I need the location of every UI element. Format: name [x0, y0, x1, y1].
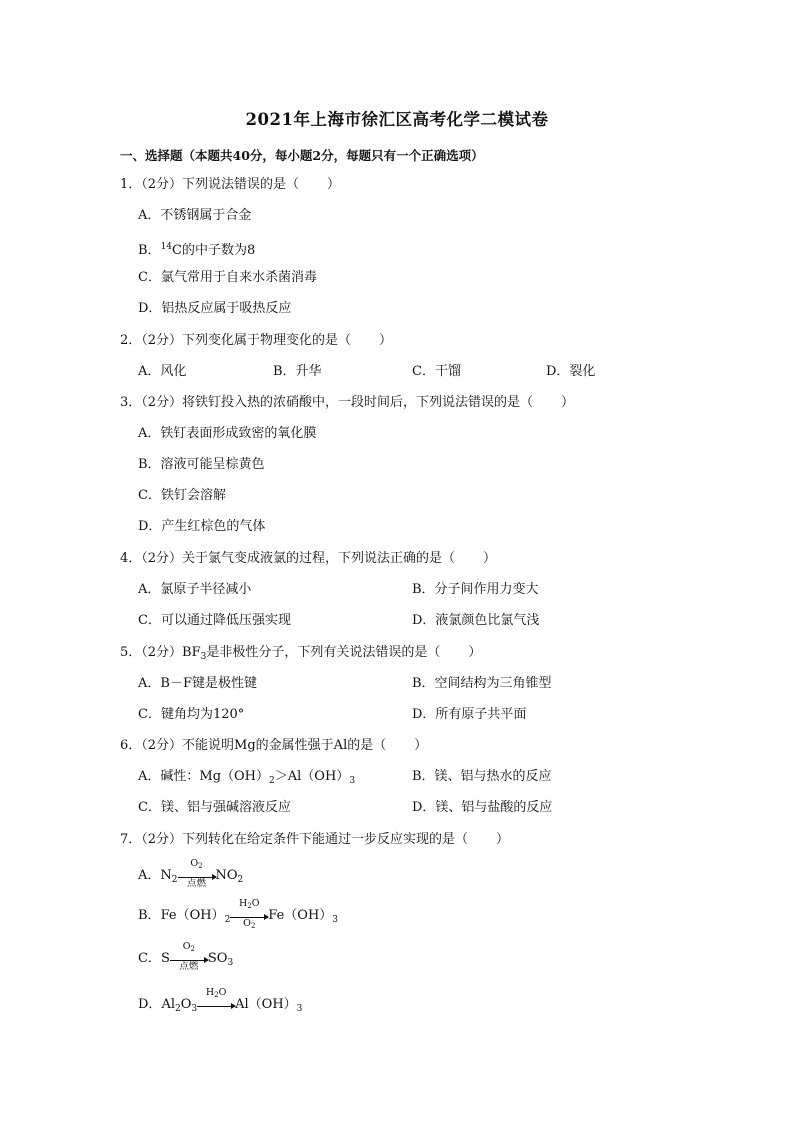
exam-title: 2021年上海市徐汇区高考化学二模试卷 — [245, 110, 549, 129]
q3-option-c: C．铁钉会溶解 — [138, 488, 226, 503]
q4-option-c: C．可以通过降低压强实现 — [138, 613, 291, 628]
q6-option-a: A．碱性：$Mg(OH)_2>Al(OH)_3$ — [138, 769, 356, 786]
q6-option-d: D．镁、铝与盐酸的反应 — [412, 800, 553, 815]
reaction-arrow: $O_2$ 点燃 — [170, 950, 208, 968]
q5-option-c: C．键角均为120° — [138, 707, 245, 722]
reaction-arrow: $\frac{H_2O}{O_2}$ — [230, 907, 268, 925]
q2-option-a: A．风化 — [138, 364, 187, 379]
question-2-stem: 2．（2分）下列变化属于物理变化的是（ ） — [120, 333, 393, 348]
q3-option-b: B．溶液可能呈棕黄色 — [138, 457, 265, 472]
q4-option-b: B．分子间作用力变大 — [412, 582, 539, 597]
question-4-stem: 4．（2分）关于氯气变成液氯的过程，下列说法正确的是（ ） — [120, 551, 497, 566]
q7-option-b: B．$Fe(OH)_2$ $\frac{H_2O}{O_2}$ $Fe(OH)_3$ — [138, 898, 339, 930]
q5-option-b: B．空间结构为三角锥型 — [412, 676, 552, 691]
reaction-arrow: $H_2O$ — [197, 996, 235, 1014]
q1-option-a: A．不锈钢属于合金 — [138, 208, 252, 223]
question-1-stem: 1．（2分）下列说法错误的是（ ） — [120, 177, 341, 192]
q2-option-d: D．裂化 — [546, 364, 596, 379]
question-6-stem: 6．（2分）不能说明Mg的金属性强于Al的是（ ） — [120, 738, 428, 753]
question-3-stem: 3．（2分）将铁钉投入热的浓硝酸中，一段时间后，下列说法错误的是（ ） — [120, 395, 575, 410]
q6-option-b: B．镁、铝与热水的反应 — [412, 769, 552, 784]
q7-option-c: C．S $O_2$ 点燃 $SO_3$ — [138, 941, 234, 972]
q7-option-d: D．$Al_2O_3$ $H_2O$ $Al(OH)_3$ — [138, 987, 303, 1014]
q6-option-c: C．镁、铝与强碱溶液反应 — [138, 800, 291, 815]
question-5-stem: 5．（2分）$BF_3$是非极性分子，下列有关说法错误的是（ ） — [120, 645, 482, 662]
q7-option-a: A．$N_2$ $O_2$ 点燃 $NO_2$ — [138, 858, 244, 889]
q4-option-a: A．氯原子半径减小 — [138, 582, 252, 597]
q1-option-b: B．$^{14}$C的中子数为8 — [138, 242, 256, 258]
q3-option-a: A．铁钉表面形成致密的氧化膜 — [138, 426, 317, 441]
q2-option-c: C．干馏 — [412, 364, 461, 379]
q5-option-d: D．所有原子共平面 — [412, 707, 527, 722]
reaction-arrow: $O_2$ 点燃 — [178, 867, 216, 885]
section-heading: 一、选择题（本题共40分，每小题2分，每题只有一个正确选项） — [120, 148, 484, 163]
question-7-stem: 7．（2分）下列转化在给定条件下能通过一步反应实现的是（ ） — [120, 832, 510, 847]
q1-option-c: C．氯气常用于自来水杀菌消毒 — [138, 270, 317, 285]
q5-option-a: A．B－F键是极性键 — [138, 676, 257, 691]
q4-option-d: D．液氯颜色比氯气浅 — [412, 613, 540, 628]
q1-option-d: D．铝热反应属于吸热反应 — [138, 301, 292, 316]
q3-option-d: D．产生红棕色的气体 — [138, 519, 266, 534]
q2-option-b: B．升华 — [273, 364, 322, 379]
